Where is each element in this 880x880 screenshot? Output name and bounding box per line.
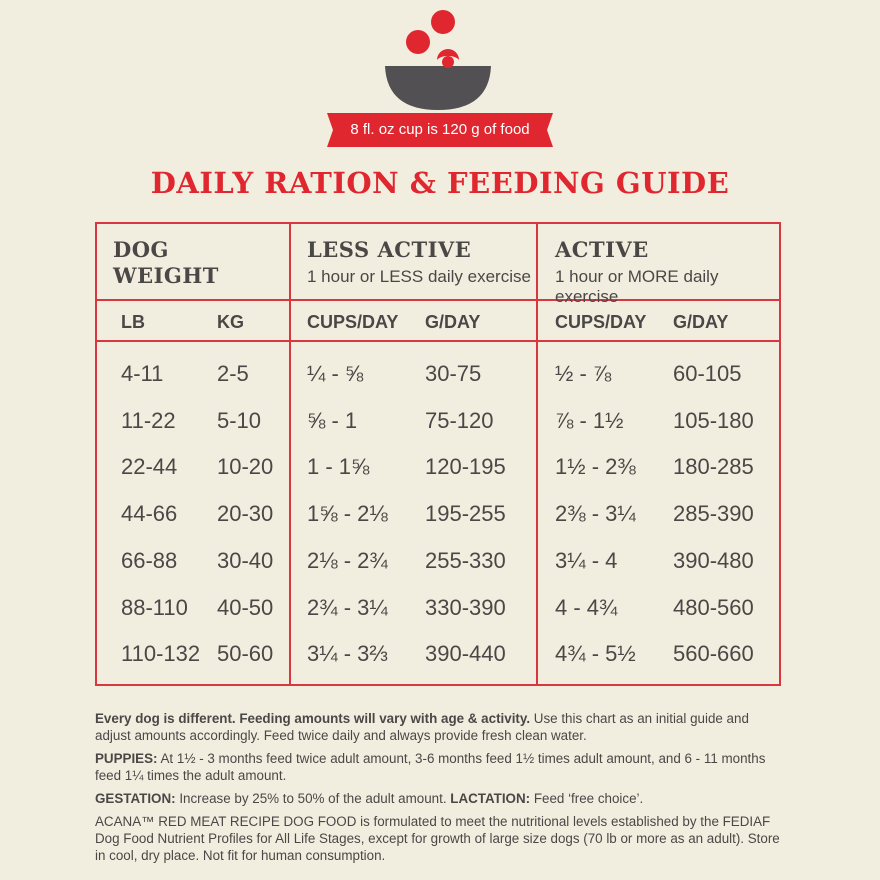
cell-grams-active: 105-180 <box>673 407 754 433</box>
cell-cups-active: ½ - ⅞ <box>555 361 612 386</box>
cell-cups-active: ⅞ - 1½ <box>555 407 624 433</box>
feeding-table <box>95 222 781 686</box>
column-header-grams-less: G/DAY <box>425 312 481 332</box>
cell-cups-less-active: 1⅝ - 2⅛ <box>307 501 388 527</box>
cell-cups-less-active: 1 - 1⅝ <box>307 454 370 480</box>
column-header-grams-active: G/DAY <box>673 312 729 332</box>
cell-weight-lb: 110-132 <box>121 641 201 667</box>
cell-cups-less-active: ¼ - ⅝ <box>307 361 364 386</box>
cell-weight-kg: 40-50 <box>217 594 274 620</box>
weight-header-line1: DOG <box>113 237 169 262</box>
cell-grams-less-active: 120-195 <box>425 454 506 480</box>
cell-weight-kg: 20-30 <box>217 501 274 527</box>
cell-cups-less-active: 3¼ - 3⅔ <box>307 641 388 667</box>
cell-weight-lb: 11-22 <box>121 407 176 433</box>
cell-grams-active: 560-660 <box>673 641 754 667</box>
note-formulation-text: ACANA™ RED MEAT RECIPE DOG FOOD is formulated to meet the nutritional levels established by the FEDIAF Dog Food Nutrient Profiles for All Life Stages, except for growth of large size dogs (70 lb or more as an adult). Store in cool, dry place. Not fit for human consumption. <box>95 814 780 863</box>
column-header-cups-less: CUPS/DAY <box>307 312 399 332</box>
cell-cups-less-active: 2⅛ - 2¾ <box>307 547 388 573</box>
cell-cups-active: 4¾ - 5½ <box>555 641 636 667</box>
note-general-text: Use this chart as an initial guide and adjust amounts accordingly. Feed twice daily and always provide fresh clean water. <box>95 711 749 743</box>
note-lactation-bold: LACTATION: <box>450 791 531 806</box>
cell-grams-active: 390-480 <box>673 547 754 573</box>
column-divider <box>536 224 538 684</box>
cell-grams-less-active: 30-75 <box>425 361 482 386</box>
cell-cups-less-active: ⅝ - 1 <box>307 407 358 433</box>
column-header-kg: KG <box>217 312 244 332</box>
cell-weight-kg: 2-5 <box>217 361 249 386</box>
cell-weight-lb: 4-11 <box>121 361 164 386</box>
cell-weight-lb: 66-88 <box>121 547 178 573</box>
note-gestation-bold: GESTATION: <box>95 791 176 806</box>
cell-cups-active: 4 - 4¾ <box>555 594 618 620</box>
cell-grams-less-active: 75-120 <box>425 407 494 433</box>
cell-grams-less-active: 195-255 <box>425 501 506 527</box>
column-header-cups-active: CUPS/DAY <box>555 312 647 332</box>
cell-weight-kg: 10-20 <box>217 454 274 480</box>
column-header-lb: LB <box>121 312 145 332</box>
note-gestation <box>95 790 785 807</box>
column-divider <box>289 224 291 684</box>
cell-weight-kg: 5-10 <box>217 407 262 433</box>
cell-cups-active: 2⅜ - 3¼ <box>555 501 636 527</box>
weight-header-line2: WEIGHT <box>113 263 219 288</box>
cell-grams-less-active: 330-390 <box>425 594 506 620</box>
active-header: ACTIVE <box>555 237 649 262</box>
less-active-subheader: 1 hour or LESS daily exercise <box>307 267 531 286</box>
cell-cups-active: 3¼ - 4 <box>555 547 618 573</box>
page-title: DAILY RATION & FEEDING GUIDE <box>150 166 730 200</box>
cell-weight-lb: 22-44 <box>121 454 178 480</box>
cell-grams-less-active: 390-440 <box>425 641 506 667</box>
cell-weight-lb: 88-110 <box>121 594 188 620</box>
note-puppies-bold: PUPPIES: <box>95 751 158 766</box>
cell-weight-kg: 50-60 <box>217 641 274 667</box>
note-general <box>95 710 785 744</box>
note-formulation <box>95 813 785 864</box>
cell-weight-kg: 30-40 <box>217 547 274 573</box>
cell-grams-active: 285-390 <box>673 501 754 527</box>
note-gestation-text: Increase by 25% to 50% of the adult amount. <box>175 791 451 806</box>
cell-grams-active: 60-105 <box>673 361 742 386</box>
feeding-notes <box>95 710 785 870</box>
cell-grams-active: 480-560 <box>673 594 754 620</box>
header-divider <box>97 340 779 342</box>
cell-cups-less-active: 2¾ - 3¼ <box>307 594 388 620</box>
cell-weight-lb: 44-66 <box>121 501 178 527</box>
cell-grams-active: 180-285 <box>673 454 754 480</box>
note-general-bold: Every dog is different. Feeding amounts will vary with age & activity. <box>95 711 531 726</box>
less-active-header: LESS ACTIVE <box>307 237 472 262</box>
note-lactation-text: Feed ‘free choice’. <box>530 791 644 806</box>
cup-size-label: 8 fl. oz cup is 120 g of food <box>350 121 530 138</box>
note-puppies-text: At 1½ - 3 months feed twice adult amount, 3-6 months feed 1½ times adult amount, and 6 - 11 months feed 1¼ times the adult amount. <box>95 751 766 783</box>
cell-grams-less-active: 255-330 <box>425 547 506 573</box>
note-puppies <box>95 750 785 784</box>
active-subheader: 1 hour or MORE daily exercise <box>555 267 719 306</box>
cell-cups-active: 1½ - 2⅜ <box>555 454 636 480</box>
